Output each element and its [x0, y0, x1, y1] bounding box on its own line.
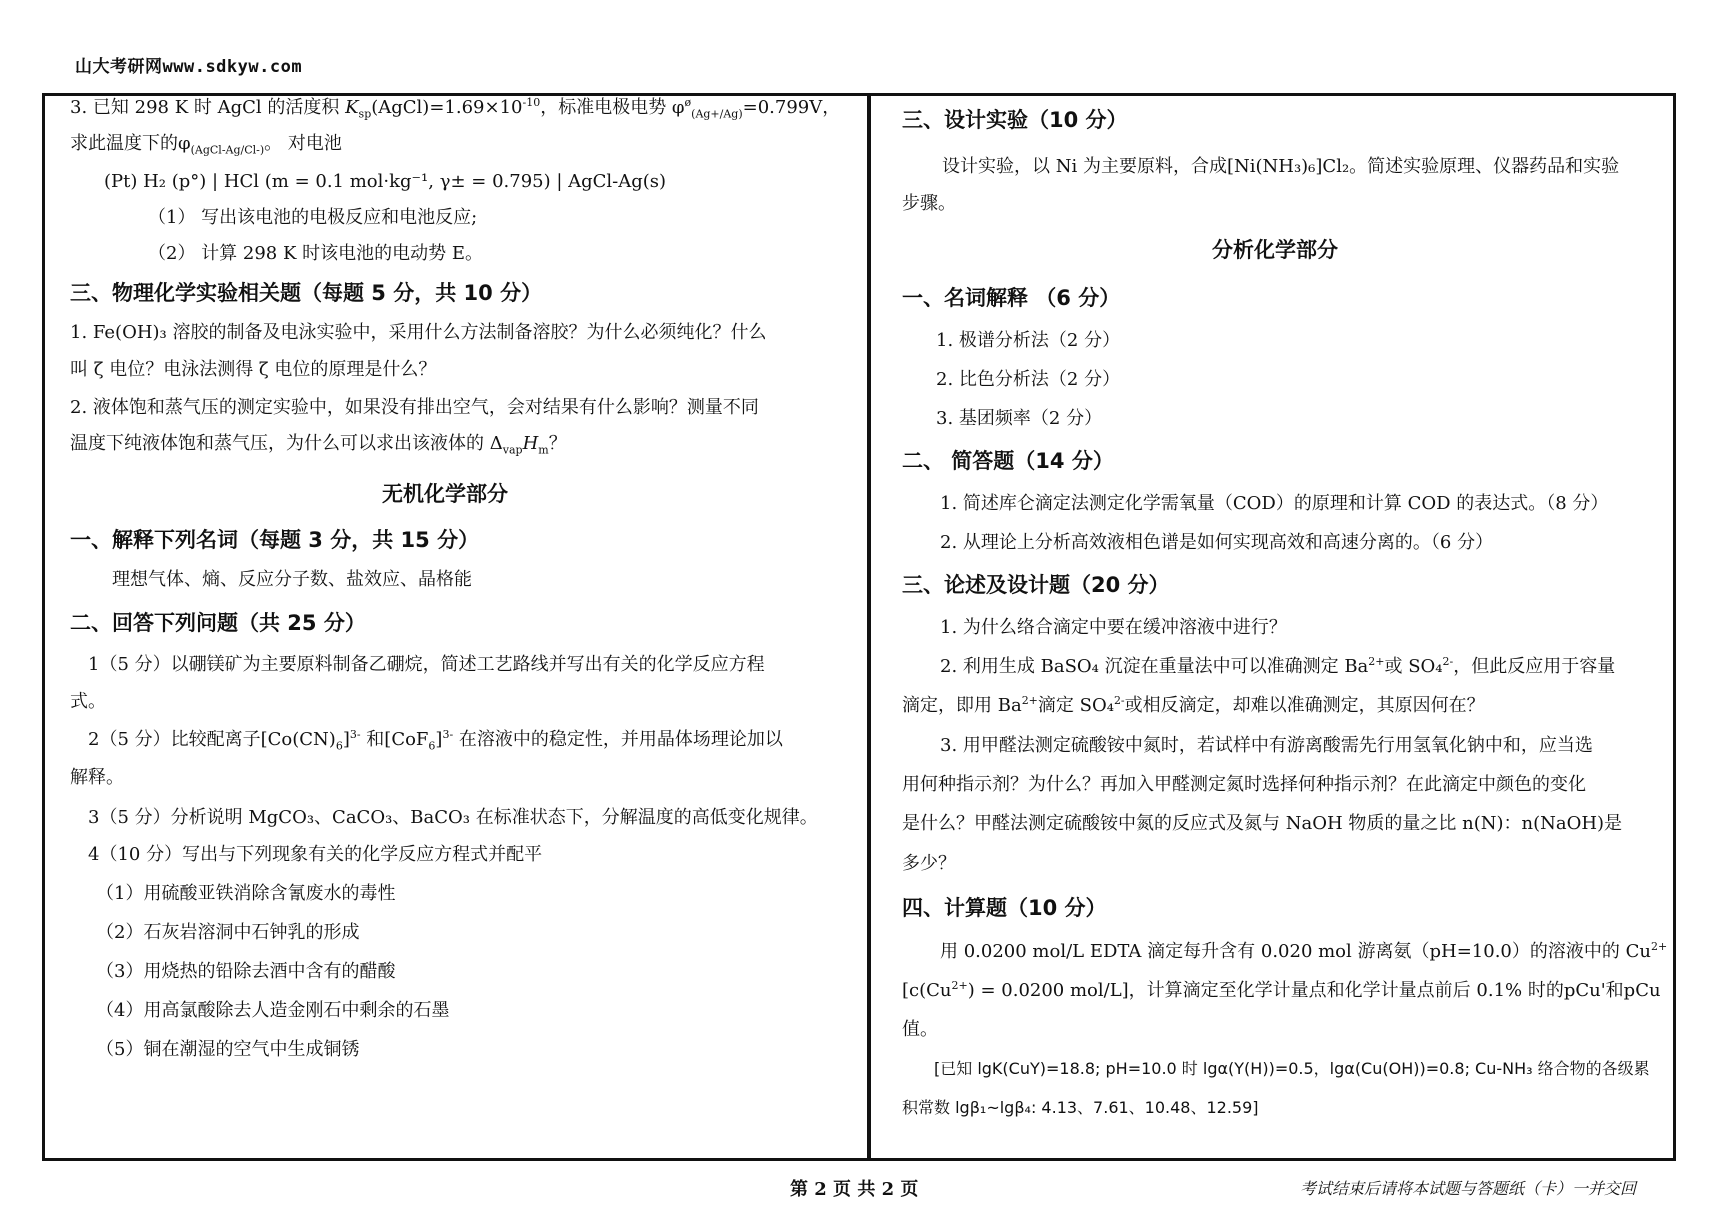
- section-title: 三、设计实验（10 分）: [902, 108, 1128, 132]
- section-title: 一、名词解释 （6 分）: [902, 286, 1121, 310]
- question-line: 2. 从理论上分析高效液相色谱是如何实现高效和高速分离的。（6 分）: [940, 532, 1494, 553]
- section-title: 三、论述及设计题（20 分）: [902, 573, 1170, 597]
- sub-question: （2）石灰岩溶洞中石钟乳的形成: [96, 922, 360, 943]
- question-line: 2. 利用生成 BaSO₄ 沉淀在重量法中可以准确测定 $Ba^{2+}$或 SO₄$^{2-}$，但此反应用于容量: [940, 655, 1616, 677]
- section-title: 二、 简答题（14 分）: [902, 449, 1114, 473]
- question-line: 叫 ζ 电位？电泳法测得 ζ 电位的原理是什么？: [70, 359, 437, 380]
- page-number: 第 2 页 共 2 页: [790, 1179, 919, 1200]
- sub-question: （3）用烧热的铅除去酒中含有的醋酸: [96, 961, 396, 982]
- question-line: 1. 简述库仑滴定法测定化学需氧量（COD）的原理和计算 COD 的表达式。（8 分）: [940, 493, 1609, 514]
- sub-question: （4）用高氯酸除去人造金刚石中剩余的石墨: [96, 1000, 450, 1021]
- question-line: 式。: [70, 691, 106, 712]
- q3-line1: 3. 已知 298 K 时 AgCl 的活度积 $K_{sp}(AgCl)=1.69\times 10^{-10}$，标准电极电势 $\varphi^ø_{(Ag+/Ag)}=0.799V$，: [70, 96, 841, 121]
- question-line: 用何种指示剂？为什么？再加入甲醛测定氮时选择何种指示剂？在此滴定中颜色的变化: [902, 774, 1586, 795]
- section-title: 三、物理化学实验相关题（每题 5 分，共 10 分）: [70, 281, 543, 305]
- footer-note: 考试结束后请将本试题与答题纸（卡）一并交回: [1300, 1179, 1637, 1198]
- question-line: 多少？: [902, 853, 956, 874]
- question-line: 1（5 分）以硼镁矿为主要原料制备乙硼烷，简述工艺路线并写出有关的化学反应方程: [88, 654, 765, 675]
- question-line: 设计实验，以 Ni 为主要原料，合成[Ni(NH₃)₆]Cl₂。简述实验原理、仪器药品和实验: [942, 156, 1620, 177]
- sub-question: （5）铜在潮湿的空气中生成铜锈: [96, 1039, 360, 1060]
- question-line: 步骤。: [902, 193, 956, 214]
- question-line: 用 0.0200 mol/L EDTA 滴定每升含有 0.020 mol 游离氨（pH=10.0）的溶液中的 $Cu^{2+}$: [940, 940, 1668, 962]
- q3-sub2: （2） 计算 298 K 时该电池的电动势 E。: [148, 243, 484, 264]
- question-line: [$c(Cu^{2+}) = 0.0200$ mol/L]，计算滴定至化学计量点和化学计量点前后 0.1% 时的pCu'和pCu: [902, 979, 1661, 1001]
- question-line: 2. 液体饱和蒸气压的测定实验中，如果没有排出空气，会对结果有什么影响？测量不同: [70, 397, 759, 418]
- q3-cell: (Pt) H₂ (p°) | HCl (m = 0.1 mol·kg⁻¹, γ± = 0.795) | AgCl-Ag(s): [104, 171, 667, 192]
- q3-sub1: （1） 写出该电池的电极反应和电池反应;: [148, 207, 478, 228]
- section-title: 一、解释下列名词（每题 3 分，共 15 分）: [70, 528, 480, 552]
- column-divider: [867, 93, 871, 1161]
- question-line: 积常数 lgβ₁~lgβ₄: 4.13、7.61、10.48、12.59]: [902, 1098, 1259, 1117]
- question-line: 温度下纯液体饱和蒸气压，为什么可以求出该液体的 $\Delta_{vap}H_m$？: [70, 433, 567, 457]
- section-title: 四、计算题（10 分）: [902, 896, 1107, 920]
- term-item: 3. 基团频率（2 分）: [936, 408, 1103, 429]
- question-line: [已知 lgK(CuY)=18.8; pH=10.0 时 lgα(Y(H))=0.5，lgα(Cu(OH))=0.8; Cu-NH₃ 络合物的各级累: [934, 1059, 1650, 1078]
- site-header: 山大考研网www.sdkyw.com: [75, 57, 303, 77]
- term-item: 1. 极谱分析法（2 分）: [936, 330, 1121, 351]
- terms-line: 理想气体、熵、反应分子数、盐效应、晶格能: [112, 569, 472, 590]
- analytical-part-title: 分析化学部分: [1212, 238, 1338, 262]
- section-title: 二、回答下列问题（共 25 分）: [70, 611, 366, 635]
- q3-line2: 求此温度下的$\varphi_{(AgCl-Ag/Cl-)}$。 对电池: [70, 133, 342, 157]
- question-line: 值。: [902, 1019, 938, 1040]
- sub-question: （1）用硫酸亚铁消除含氰废水的毒性: [96, 883, 396, 904]
- question-line: 是什么？甲醛法测定硫酸铵中氮的反应式及氮与 NaOH 物质的量之比 n(N)：n(NaOH)是: [902, 813, 1623, 834]
- question-line: 1. Fe(OH)₃ 溶胶的制备及电泳实验中，采用什么方法制备溶胶？为什么必须纯化？什么: [70, 322, 767, 343]
- question-line: 3（5 分）分析说明 MgCO₃、CaCO₃、BaCO₃ 在标准状态下，分解温度的高低变化规律。: [88, 807, 818, 828]
- question-line: 滴定，即用 $Ba^{2+}$滴定 SO₄$^{2-}$或相反滴定，却难以准确测定，其原因何在？: [902, 694, 1485, 716]
- question-line: 3. 用甲醛法测定硫酸铵中氮时，若试样中有游离酸需先行用氢氧化钠中和，应当选: [940, 735, 1593, 756]
- term-item: 2. 比色分析法（2 分）: [936, 369, 1121, 390]
- question-line: 1. 为什么络合滴定中要在缓冲溶液中进行？: [940, 617, 1287, 638]
- question-line: 2（5 分）比较配离子$[Co(CN)_6]^{3-}$ 和$[CoF_6]^{3-}$ 在溶液中的稳定性，并用晶体场理论加以: [88, 728, 783, 753]
- inorganic-part-title: 无机化学部分: [382, 482, 508, 506]
- question-line: 4（10 分）写出与下列现象有关的化学反应方程式并配平: [88, 844, 543, 865]
- question-line: 解释。: [70, 767, 124, 788]
